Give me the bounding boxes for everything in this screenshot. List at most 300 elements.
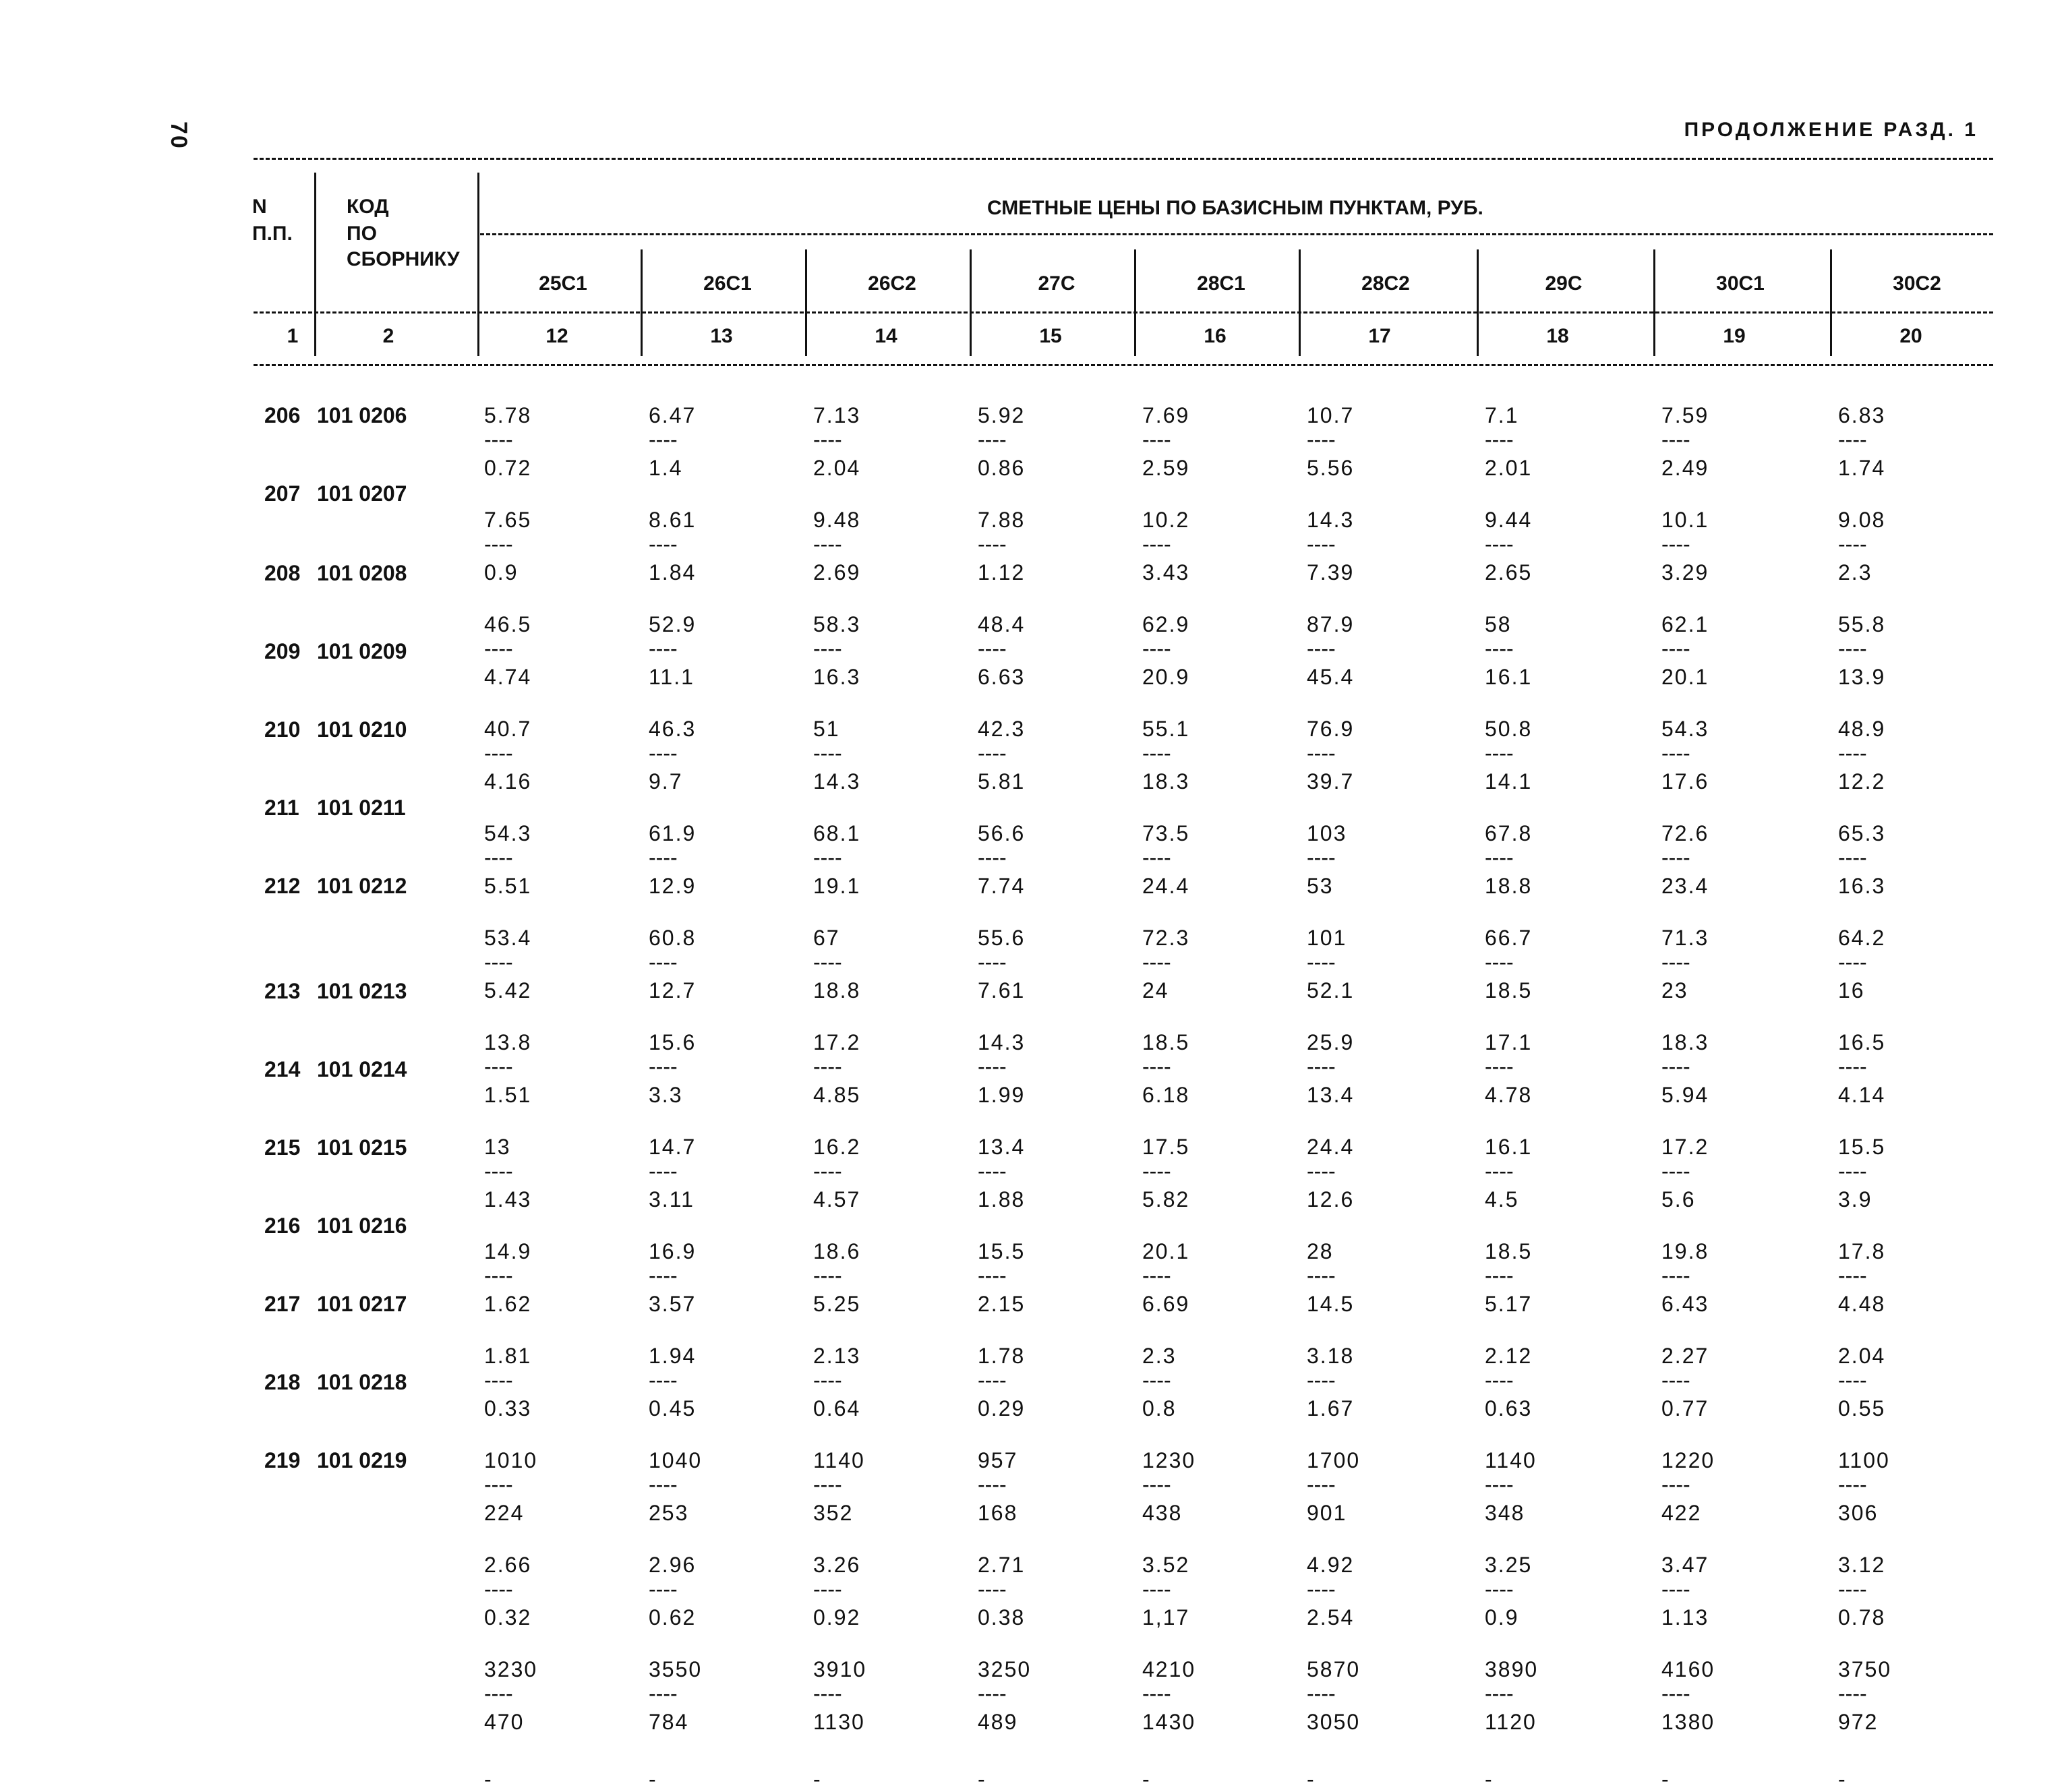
column-number-9: 19 xyxy=(1723,325,1746,347)
fraction-bar: ---- xyxy=(813,950,842,974)
fraction-bar: ---- xyxy=(484,1577,513,1601)
fraction-bar: ---- xyxy=(1661,532,1690,556)
price-value: 6.18 xyxy=(1142,1082,1190,1107)
row-code: 101 0215 xyxy=(317,1135,407,1160)
price-value: 51 xyxy=(813,717,840,741)
fraction-bar: ---- xyxy=(1661,1681,1690,1706)
fraction-bar: ---- xyxy=(1307,636,1336,661)
fraction-bar: ---- xyxy=(1838,1263,1867,1288)
column-header-7: 30С1 xyxy=(1716,272,1765,295)
column-number-0: 1 xyxy=(287,325,299,347)
price-value: 1.12 xyxy=(978,560,1026,585)
price-value: 56.6 xyxy=(978,821,1026,845)
fraction-bar: ---- xyxy=(1661,741,1690,765)
price-value: 3890 xyxy=(1485,1657,1539,1681)
fraction-bar: ---- xyxy=(1661,950,1690,974)
price-value: 17.6 xyxy=(1661,769,1709,794)
price-value: - xyxy=(1142,1767,1151,1791)
fraction-bar: ---- xyxy=(1142,532,1171,556)
price-value: 1140 xyxy=(1485,1448,1537,1472)
price-value: 1220 xyxy=(1661,1448,1715,1472)
column-number-8: 18 xyxy=(1546,325,1569,347)
fraction-bar: ---- xyxy=(1661,1368,1690,1392)
price-value: 1100 xyxy=(1838,1448,1890,1472)
fraction-bar: ---- xyxy=(484,1054,513,1079)
column-header-5: 28С2 xyxy=(1361,272,1410,295)
price-value: 2.3 xyxy=(1142,1344,1177,1368)
fraction-bar: ---- xyxy=(813,1263,842,1288)
price-value: 3250 xyxy=(978,1657,1032,1681)
price-value: 3.57 xyxy=(649,1291,697,1316)
price-value: - xyxy=(649,1767,657,1791)
fraction-bar: ---- xyxy=(813,532,842,556)
price-value: 3.29 xyxy=(1661,560,1709,585)
price-value: 65.3 xyxy=(1838,821,1886,845)
column-header-3: 27С xyxy=(1038,272,1075,295)
fraction-bar: ---- xyxy=(1485,1681,1514,1706)
price-value: 1.43 xyxy=(484,1187,532,1212)
column-divider xyxy=(1134,249,1136,356)
price-value: 6.83 xyxy=(1838,403,1886,427)
fraction-bar: ---- xyxy=(649,1159,678,1183)
price-value: 67.8 xyxy=(1485,821,1533,845)
column-divider xyxy=(805,249,807,356)
row-number: 209 xyxy=(264,639,301,663)
price-value: 1430 xyxy=(1142,1709,1196,1734)
fraction-bar: ---- xyxy=(813,1054,842,1079)
price-value: 438 xyxy=(1142,1500,1183,1525)
price-value: 972 xyxy=(1838,1709,1879,1734)
fraction-bar: ---- xyxy=(1485,1472,1514,1497)
fraction-bar: ---- xyxy=(649,950,678,974)
price-value: 3.26 xyxy=(813,1553,861,1577)
price-value: - xyxy=(484,1767,493,1791)
price-value: 1130 xyxy=(813,1709,865,1734)
price-value: 348 xyxy=(1485,1500,1525,1525)
fraction-bar: ---- xyxy=(1838,1054,1867,1079)
price-value: 1,17 xyxy=(1142,1605,1190,1630)
fraction-bar: ---- xyxy=(1307,741,1336,765)
fraction-bar: ---- xyxy=(1142,636,1171,661)
column-divider xyxy=(1653,249,1655,356)
price-value: 901 xyxy=(1307,1500,1347,1525)
price-value: 6.43 xyxy=(1661,1291,1709,1316)
price-value: 3230 xyxy=(484,1657,538,1681)
price-value: 54.3 xyxy=(1661,717,1709,741)
price-value: 168 xyxy=(978,1500,1018,1525)
price-value: 13.9 xyxy=(1838,664,1886,689)
price-value: 16 xyxy=(1838,978,1865,1003)
fraction-bar: ---- xyxy=(649,1577,678,1601)
fraction-bar: ---- xyxy=(813,1577,842,1601)
price-value: 18.3 xyxy=(1661,1030,1709,1054)
vbar-2 xyxy=(477,173,479,356)
price-value: 470 xyxy=(484,1709,525,1734)
price-value: 68.1 xyxy=(813,821,861,845)
fraction-bar: ---- xyxy=(1142,427,1171,452)
page-number: 70 xyxy=(166,121,191,150)
price-value: 0.9 xyxy=(1485,1605,1519,1630)
price-value: 42.3 xyxy=(978,717,1026,741)
price-value: 1.88 xyxy=(978,1187,1026,1212)
fraction-bar: ---- xyxy=(1661,1054,1690,1079)
row-code: 101 0214 xyxy=(317,1057,407,1081)
fraction-bar: ---- xyxy=(484,1681,513,1706)
price-value: 2.3 xyxy=(1838,560,1872,585)
price-value: 784 xyxy=(649,1709,689,1734)
fraction-bar: ---- xyxy=(1307,1577,1336,1601)
column-header-0: 25С1 xyxy=(539,272,587,295)
price-value: 0.62 xyxy=(649,1605,697,1630)
rule-group xyxy=(480,233,1993,235)
fraction-bar: ---- xyxy=(1307,532,1336,556)
price-value: 2.66 xyxy=(484,1553,532,1577)
price-value: 6.69 xyxy=(1142,1291,1190,1316)
price-value: 24.4 xyxy=(1142,873,1190,898)
fraction-bar: ---- xyxy=(1485,950,1514,974)
price-value: 24.4 xyxy=(1307,1135,1355,1159)
price-value: 1230 xyxy=(1142,1448,1196,1472)
fraction-bar: ---- xyxy=(1307,1368,1336,1392)
price-value: 1140 xyxy=(813,1448,865,1472)
row-number: 215 xyxy=(264,1135,301,1160)
price-value: 9.48 xyxy=(813,508,861,532)
price-value: 14.5 xyxy=(1307,1291,1355,1316)
row-code: 101 0216 xyxy=(317,1214,407,1238)
fraction-bar: ---- xyxy=(813,427,842,452)
fraction-bar: ---- xyxy=(649,1054,678,1079)
price-value: 19.8 xyxy=(1661,1239,1709,1263)
price-value: 2.04 xyxy=(1838,1344,1886,1368)
price-value: 53.4 xyxy=(484,926,532,950)
rule-mid xyxy=(254,311,1993,313)
fraction-bar: ---- xyxy=(1661,636,1690,661)
price-value: 19.1 xyxy=(813,873,861,898)
price-value: - xyxy=(1485,1767,1494,1791)
row-code: 101 0212 xyxy=(317,874,407,898)
column-number-10: 20 xyxy=(1899,325,1922,347)
price-value: 53 xyxy=(1307,873,1334,898)
column-number-1: 2 xyxy=(382,325,394,347)
fraction-bar: ---- xyxy=(1485,636,1514,661)
price-value: 12.2 xyxy=(1838,769,1886,794)
price-value: 2.04 xyxy=(813,455,861,480)
fraction-bar: ---- xyxy=(1485,1368,1514,1392)
price-value: 4160 xyxy=(1661,1657,1715,1681)
price-value: 62.1 xyxy=(1661,612,1709,636)
fraction-bar: ---- xyxy=(1485,427,1514,452)
fraction-bar: ---- xyxy=(978,1368,1007,1392)
price-value: 2.49 xyxy=(1661,455,1709,480)
price-value: 12.6 xyxy=(1307,1187,1355,1212)
column-number-7: 17 xyxy=(1368,325,1391,347)
row-number: 218 xyxy=(264,1370,301,1394)
row-number: 207 xyxy=(264,481,301,506)
fraction-bar: ---- xyxy=(649,1368,678,1392)
price-value: 0.63 xyxy=(1485,1396,1533,1421)
price-value: 18.8 xyxy=(813,978,861,1003)
fraction-bar: ---- xyxy=(813,845,842,870)
row-number: 217 xyxy=(264,1292,301,1316)
price-value: 6.47 xyxy=(649,403,697,427)
fraction-bar: ---- xyxy=(649,427,678,452)
price-value: 5.25 xyxy=(813,1291,861,1316)
price-value: 1040 xyxy=(649,1448,703,1472)
price-value: 7.88 xyxy=(978,508,1026,532)
price-value: 0.64 xyxy=(813,1396,861,1421)
fraction-bar: ---- xyxy=(1661,845,1690,870)
row-code: 101 0217 xyxy=(317,1292,407,1316)
price-value: 76.9 xyxy=(1307,717,1355,741)
price-value: 3.52 xyxy=(1142,1553,1190,1577)
price-value: 2.12 xyxy=(1485,1344,1533,1368)
price-value: 18.3 xyxy=(1142,769,1190,794)
price-value: 66.7 xyxy=(1485,926,1533,950)
fraction-bar: ---- xyxy=(1485,1263,1514,1288)
price-value: 45.4 xyxy=(1307,664,1355,689)
price-value: 52.9 xyxy=(649,612,697,636)
column-divider xyxy=(1477,249,1479,356)
fraction-bar: ---- xyxy=(1838,427,1867,452)
fraction-bar: ---- xyxy=(1838,1159,1867,1183)
price-value: 489 xyxy=(978,1709,1018,1734)
fraction-bar: ---- xyxy=(978,950,1007,974)
price-value: 1120 xyxy=(1485,1709,1537,1734)
price-value: 52.1 xyxy=(1307,978,1355,1003)
price-value: 9.08 xyxy=(1838,508,1886,532)
fraction-bar: ---- xyxy=(1142,1472,1171,1497)
price-value: 2.01 xyxy=(1485,455,1533,480)
price-value: 0.32 xyxy=(484,1605,532,1630)
row-code: 101 0206 xyxy=(317,403,407,427)
price-value: 1010 xyxy=(484,1448,538,1472)
price-value: 20.1 xyxy=(1661,664,1709,689)
row-code: 101 0208 xyxy=(317,561,407,585)
price-value: 3750 xyxy=(1838,1657,1892,1681)
price-value: 39.7 xyxy=(1307,769,1355,794)
price-value: 4.74 xyxy=(484,664,532,689)
price-value: 15.6 xyxy=(649,1030,697,1054)
price-value: 3.18 xyxy=(1307,1344,1355,1368)
price-value: 67 xyxy=(813,926,840,950)
price-value: 224 xyxy=(484,1500,525,1525)
price-value: - xyxy=(978,1767,986,1791)
price-value: 9.7 xyxy=(649,769,683,794)
fraction-bar: ---- xyxy=(978,845,1007,870)
price-value: 3050 xyxy=(1307,1709,1361,1734)
row-code: 101 0209 xyxy=(317,639,407,663)
row-code: 101 0213 xyxy=(317,979,407,1003)
price-value: 61.9 xyxy=(649,821,697,845)
price-value: 64.2 xyxy=(1838,926,1886,950)
price-value: 55.8 xyxy=(1838,612,1886,636)
fraction-bar: ---- xyxy=(813,636,842,661)
price-value: 60.8 xyxy=(649,926,697,950)
price-value: 24 xyxy=(1142,978,1169,1003)
header-code-label: КОД xyxy=(347,196,389,218)
price-value: 7.59 xyxy=(1661,403,1709,427)
price-value: 14.3 xyxy=(978,1030,1026,1054)
fraction-bar: ---- xyxy=(1307,950,1336,974)
fraction-bar: ---- xyxy=(813,1368,842,1392)
fraction-bar: ---- xyxy=(978,1159,1007,1183)
price-value: 14.3 xyxy=(1307,508,1355,532)
price-value: 0.72 xyxy=(484,455,532,480)
fraction-bar: ---- xyxy=(978,427,1007,452)
fraction-bar: ---- xyxy=(1307,1159,1336,1183)
price-value: 16.9 xyxy=(649,1239,697,1263)
fraction-bar: ---- xyxy=(1485,1159,1514,1183)
price-value: 17.1 xyxy=(1485,1030,1533,1054)
price-value: 40.7 xyxy=(484,717,532,741)
fraction-bar: ---- xyxy=(1661,1159,1690,1183)
price-value: 17.8 xyxy=(1838,1239,1886,1263)
column-number-6: 16 xyxy=(1204,325,1227,347)
fraction-bar: ---- xyxy=(484,741,513,765)
fraction-bar: ---- xyxy=(1838,1472,1867,1497)
price-value: 0.33 xyxy=(484,1396,532,1421)
column-number-2: 12 xyxy=(545,325,568,347)
price-value: 10.7 xyxy=(1307,403,1355,427)
fraction-bar: ---- xyxy=(813,1681,842,1706)
price-value: 2.15 xyxy=(978,1291,1026,1316)
price-value: 16.1 xyxy=(1485,664,1533,689)
fraction-bar: ---- xyxy=(1838,1681,1867,1706)
fraction-bar: ---- xyxy=(1661,1472,1690,1497)
price-value: 3.25 xyxy=(1485,1553,1533,1577)
price-value: 3910 xyxy=(813,1657,867,1681)
price-value: 48.9 xyxy=(1838,717,1886,741)
price-value: 17.2 xyxy=(813,1030,861,1054)
price-value: 7.65 xyxy=(484,508,532,532)
price-value: 62.9 xyxy=(1142,612,1190,636)
fraction-bar: ---- xyxy=(1142,1054,1171,1079)
price-value: 18.5 xyxy=(1485,1239,1533,1263)
price-value: 1.99 xyxy=(978,1082,1026,1107)
price-value: 7.61 xyxy=(978,978,1026,1003)
price-value: 5.94 xyxy=(1661,1082,1709,1107)
price-value: 18.8 xyxy=(1485,873,1533,898)
row-number: 216 xyxy=(264,1214,301,1238)
price-value: 1.74 xyxy=(1838,455,1886,480)
price-value: - xyxy=(1307,1767,1316,1791)
price-value: 20.1 xyxy=(1142,1239,1190,1263)
price-value: 1.13 xyxy=(1661,1605,1709,1630)
price-value: 5.92 xyxy=(978,403,1026,427)
row-number: 211 xyxy=(264,796,299,820)
price-value: 18.5 xyxy=(1142,1030,1190,1054)
fraction-bar: ---- xyxy=(484,636,513,661)
fraction-bar: ---- xyxy=(813,741,842,765)
price-value: 4.78 xyxy=(1485,1082,1533,1107)
price-value: 13.4 xyxy=(1307,1082,1355,1107)
price-value: 46.3 xyxy=(649,717,697,741)
price-value: 17.2 xyxy=(1661,1135,1709,1159)
price-value: 5.82 xyxy=(1142,1187,1190,1212)
price-value: 11.1 xyxy=(649,664,695,689)
price-value: 5.42 xyxy=(484,978,532,1003)
row-number: 206 xyxy=(264,403,301,427)
row-number: 210 xyxy=(264,717,301,742)
fraction-bar: ---- xyxy=(484,1472,513,1497)
fraction-bar: ---- xyxy=(978,1054,1007,1079)
price-value: 0.45 xyxy=(649,1396,697,1421)
price-value: 0.77 xyxy=(1661,1396,1709,1421)
price-value: 422 xyxy=(1661,1500,1702,1525)
price-value: 16.3 xyxy=(813,664,861,689)
fraction-bar: ---- xyxy=(1485,1054,1514,1079)
price-value: 2.13 xyxy=(813,1344,861,1368)
fraction-bar: ---- xyxy=(1307,1054,1336,1079)
price-value: 13.4 xyxy=(978,1135,1026,1159)
price-value: 103 xyxy=(1307,821,1347,845)
price-value: 2.54 xyxy=(1307,1605,1355,1630)
continuation-title: ПРОДОЛЖЕНИЕ РАЗД. 1 xyxy=(1684,119,1978,141)
price-value: 73.5 xyxy=(1142,821,1190,845)
price-value: 9.44 xyxy=(1485,508,1533,532)
fraction-bar: ---- xyxy=(484,1263,513,1288)
fraction-bar: ---- xyxy=(1142,1368,1171,1392)
price-value: 87.9 xyxy=(1307,612,1355,636)
header-code-label-3: СБОРНИКУ xyxy=(347,248,460,270)
column-header-4: 28С1 xyxy=(1197,272,1245,295)
fraction-bar: ---- xyxy=(978,741,1007,765)
price-value: 14.1 xyxy=(1485,769,1533,794)
price-value: 1.4 xyxy=(649,455,683,480)
price-value: 1.94 xyxy=(649,1344,697,1368)
fraction-bar: ---- xyxy=(1485,532,1514,556)
price-value: 48.4 xyxy=(978,612,1026,636)
fraction-bar: ---- xyxy=(1307,1681,1336,1706)
price-value: 14.7 xyxy=(649,1135,697,1159)
price-value: 0.55 xyxy=(1838,1396,1886,1421)
price-value: 1.51 xyxy=(484,1082,532,1107)
price-value: 50.8 xyxy=(1485,717,1533,741)
price-value: 4.16 xyxy=(484,769,532,794)
column-divider xyxy=(1830,249,1832,356)
price-value: 7.13 xyxy=(813,403,861,427)
fraction-bar: ---- xyxy=(1838,636,1867,661)
price-value: 4.14 xyxy=(1838,1082,1886,1107)
header-code-label-2: ПО xyxy=(347,222,377,245)
price-value: 1.84 xyxy=(649,560,697,585)
row-number: 212 xyxy=(264,874,301,898)
price-value: 3.11 xyxy=(649,1187,695,1212)
price-value: 7.1 xyxy=(1485,403,1519,427)
column-header-6: 29С xyxy=(1545,272,1583,295)
price-value: 7.69 xyxy=(1142,403,1190,427)
price-value: 16.1 xyxy=(1485,1135,1533,1159)
price-value: 5.81 xyxy=(978,769,1026,794)
price-value: 4.5 xyxy=(1485,1187,1519,1212)
price-value: 3.3 xyxy=(649,1082,683,1107)
price-value: 4.92 xyxy=(1307,1553,1355,1577)
fraction-bar: ---- xyxy=(649,1263,678,1288)
vbar-1 xyxy=(314,173,316,356)
fraction-bar: ---- xyxy=(1838,532,1867,556)
price-value: 0.92 xyxy=(813,1605,861,1630)
fraction-bar: ---- xyxy=(1838,950,1867,974)
price-value: 1.78 xyxy=(978,1344,1026,1368)
fraction-bar: ---- xyxy=(813,1159,842,1183)
price-value: 13.8 xyxy=(484,1030,532,1054)
row-number: 219 xyxy=(264,1448,301,1472)
price-value: 1.62 xyxy=(484,1291,532,1316)
price-value: 58.3 xyxy=(813,612,861,636)
column-number-5: 15 xyxy=(1039,325,1062,347)
fraction-bar: ---- xyxy=(978,1681,1007,1706)
fraction-bar: ---- xyxy=(649,636,678,661)
